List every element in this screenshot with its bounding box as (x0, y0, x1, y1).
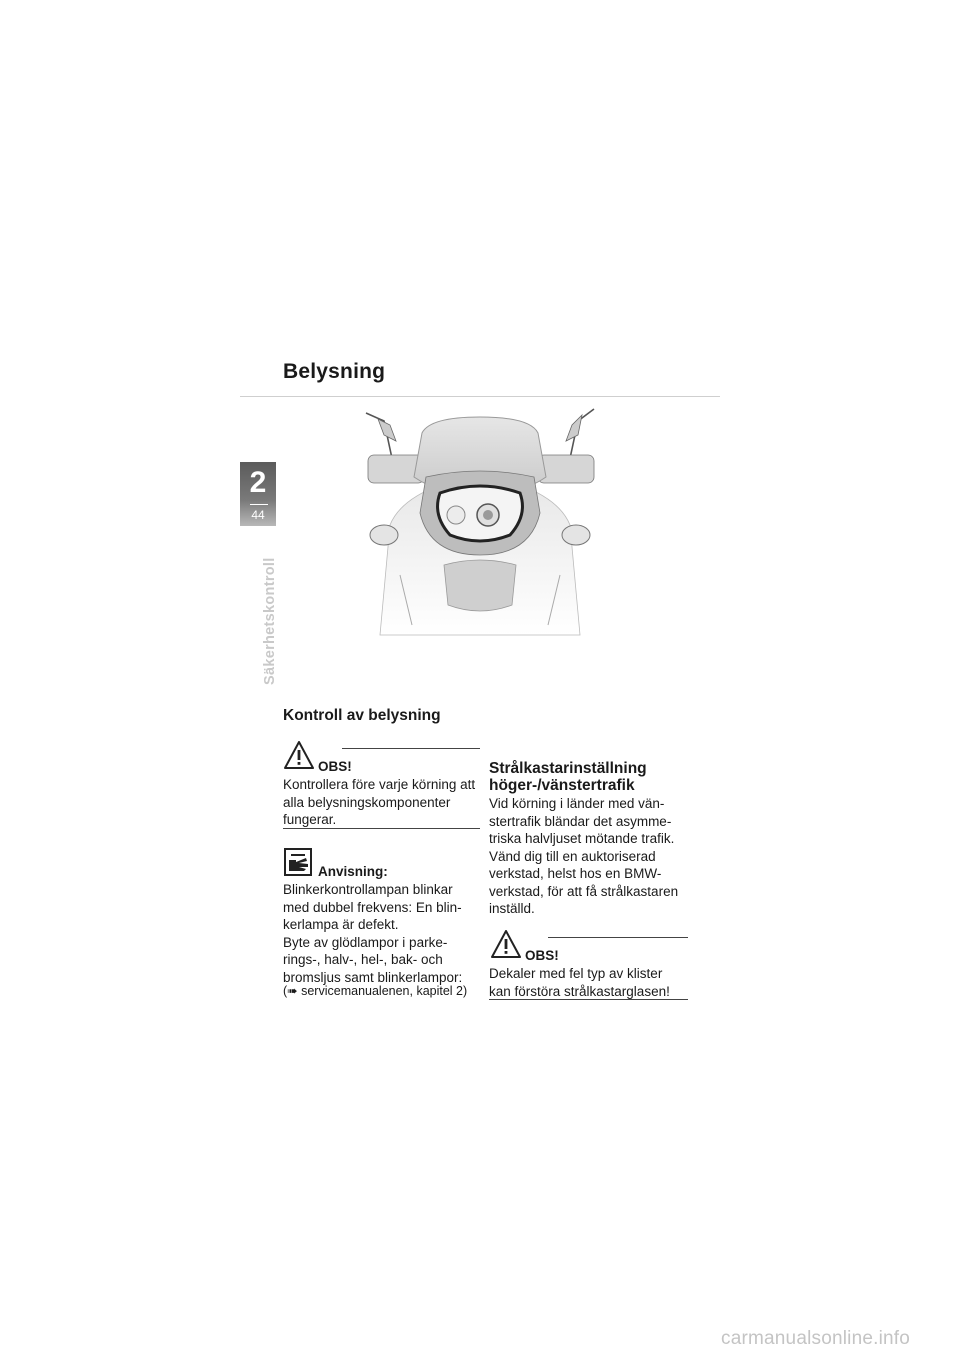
warning-icon (491, 930, 521, 958)
hint-text (283, 881, 488, 986)
watermark: carmanualsonline.info (721, 1328, 911, 1349)
subsection-text (489, 795, 694, 918)
section-heading: Kontroll av belysning (283, 707, 441, 724)
obs2-bottom-rule (489, 999, 688, 1000)
obs1-text (283, 776, 483, 829)
text-line: Kontrollera före varje körning att (283, 777, 476, 792)
service-manual-reference: (➠ servicemanualenen, kapitel 2) (283, 984, 468, 998)
text-line: Vänd dig till en auktoriserad (489, 848, 656, 864)
obs1-top-rule (342, 748, 480, 749)
chapter-side-label: Säkerhetskontroll (262, 557, 278, 685)
text-line: Vid körning i länder med vän- (489, 796, 665, 811)
chapter-divider (250, 504, 268, 505)
text-line: triska halvljuset mötande trafik. (489, 831, 675, 846)
page-number: 44 (251, 508, 265, 522)
heading-line: Strålkastarinställning (489, 760, 647, 777)
text-line: alla belysningskomponenter (283, 794, 451, 810)
text-line: fungerar. (283, 812, 337, 827)
text-line: rings-, halv-, hel-, bak- och (283, 952, 443, 967)
hint-title: Anvisning: (318, 864, 388, 879)
obs1-title: OBS! (318, 759, 352, 774)
text-line: kan förstöra strålkastarglasen! (489, 983, 670, 999)
text-line: verkstad, helst hos en BMW- (489, 866, 662, 881)
obs2-text (489, 965, 694, 1000)
text-line: bromsljus samt blinkerlampor: (283, 969, 463, 985)
text-line: inställd. (489, 901, 535, 916)
obs1-bottom-rule (283, 828, 480, 829)
heading-line: höger-/vänstertrafik (489, 777, 635, 794)
subsection-heading (489, 760, 647, 794)
hint-icon (284, 848, 312, 876)
text-line: kerlampa är defekt. (283, 917, 399, 932)
text-line: Byte av glödlampor i parke- (283, 934, 448, 950)
warning-icon (284, 741, 314, 769)
text-line: Blinkerkontrollampan blinkar (283, 882, 453, 897)
text-line: verkstad, för att få strålkastaren (489, 883, 679, 899)
text-line: med dubbel frekvens: En blin- (283, 899, 462, 915)
motorcycle-headlight-figure (360, 405, 600, 640)
obs2-top-rule (548, 937, 688, 938)
page-title: Belysning (283, 360, 386, 383)
chapter-number: 2 (249, 466, 267, 499)
text-line: Dekaler med fel typ av klister (489, 966, 663, 981)
title-divider (240, 396, 720, 397)
text-line: stertrafik bländar det asymme- (489, 813, 672, 829)
obs2-title: OBS! (525, 948, 559, 963)
